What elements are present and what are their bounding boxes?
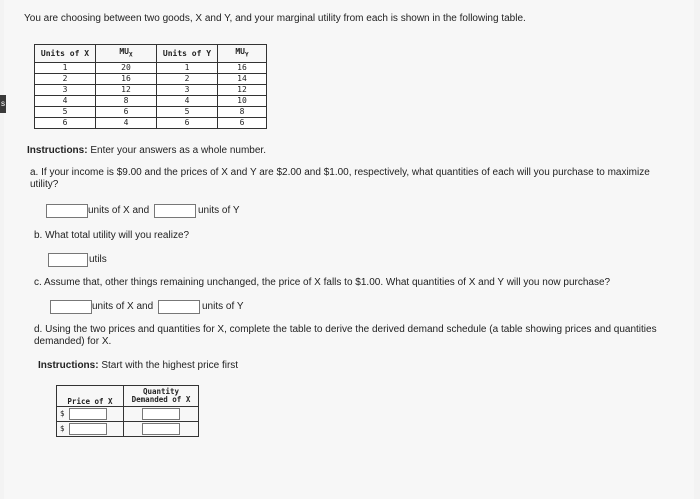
part-c-units-x-label: units of X and <box>92 301 154 312</box>
cell-mu-y: 14 <box>218 74 267 85</box>
part-c-units-y-input[interactable] <box>158 300 200 314</box>
dollar-sign: $ <box>60 409 65 418</box>
cell-mu-x: 8 <box>96 96 157 107</box>
cell-units-x: 4 <box>35 96 96 107</box>
instructions-highest-price: Instructions: Start with the highest price first <box>38 360 239 371</box>
part-a-question: a. If your income is $9.00 and the prices of X and Y are $2.00 and $1.00, respectively, what quantities of each will you purchase to maximize utility? <box>30 167 650 190</box>
cell-units-x: 5 <box>35 107 96 118</box>
question-page <box>4 0 694 499</box>
table-row <box>35 74 267 85</box>
cell-units-y: 4 <box>157 96 218 107</box>
cell-units-y: 1 <box>157 63 218 74</box>
cell-units-y: 3 <box>157 85 218 96</box>
price-input-2[interactable] <box>69 423 107 435</box>
table-row <box>35 63 267 74</box>
side-mark: s <box>0 95 6 113</box>
table-row <box>35 96 267 107</box>
header-mu-x: $MU_X$ <box>96 45 157 63</box>
part-a-units-x-label: units of X and <box>88 205 150 216</box>
cell-mu-x: 12 <box>96 85 157 96</box>
header-price-of-x: Price of X <box>57 386 124 407</box>
quantity-cell <box>124 407 199 422</box>
cell-mu-y: 12 <box>218 85 267 96</box>
cell-units-y: 2 <box>157 74 218 85</box>
cell-mu-y: 6 <box>218 118 267 129</box>
part-c-units-x-input[interactable] <box>50 300 92 314</box>
cell-mu-x: 4 <box>96 118 157 129</box>
marginal-utility-table <box>34 44 267 129</box>
table-row <box>35 118 267 129</box>
part-c-question: c. Assume that, other things remaining unchanged, the price of X falls to $1.00. What quantities of X and Y will you now purchase? <box>34 277 611 288</box>
demand-schedule-table <box>56 385 199 437</box>
cell-units-x: 2 <box>35 74 96 85</box>
cell-units-x: 1 <box>35 63 96 74</box>
dollar-sign: $ <box>60 424 65 433</box>
header-quantity-demanded: Quantity Demanded of X <box>124 386 199 407</box>
part-b-question: b. What total utility will you realize? <box>34 230 190 241</box>
table-row <box>35 107 267 118</box>
cell-mu-y: 8 <box>218 107 267 118</box>
cell-mu-x: 16 <box>96 74 157 85</box>
cell-units-y: 5 <box>157 107 218 118</box>
header-mu-y: $MU_Y$ <box>218 45 267 63</box>
part-d-question: d. Using the two prices and quantities for X, complete the table to derive the derived demand schedule (a table showing prices and quantities demanded) for X. <box>34 324 657 347</box>
part-c-units-y-label: units of Y <box>202 301 244 312</box>
cell-units-x: 6 <box>35 118 96 129</box>
part-b-utils-input[interactable] <box>48 253 88 267</box>
intro-text: You are choosing between two goods, X and Y, and your marginal utility from each is shown in the following table. <box>24 13 526 24</box>
quantity-input-1[interactable] <box>142 408 180 420</box>
cell-mu-y: 16 <box>218 63 267 74</box>
cell-units-x: 3 <box>35 85 96 96</box>
table-row <box>57 407 199 422</box>
header-units-y: Units of Y <box>157 45 218 63</box>
cell-mu-x: 20 <box>96 63 157 74</box>
instructions-whole-number: Instructions: Enter your answers as a whole number. <box>27 145 266 156</box>
cell-mu-y: 10 <box>218 96 267 107</box>
part-a-units-y-label: units of Y <box>198 205 240 216</box>
part-a-units-y-input[interactable] <box>154 204 196 218</box>
part-b-utils-label: utils <box>89 254 107 265</box>
cell-mu-x: 6 <box>96 107 157 118</box>
price-cell <box>57 422 124 437</box>
quantity-cell <box>124 422 199 437</box>
price-cell <box>57 407 124 422</box>
table-row <box>35 85 267 96</box>
part-a-units-x-input[interactable] <box>46 204 88 218</box>
table-row <box>57 422 199 437</box>
price-input-1[interactable] <box>69 408 107 420</box>
header-units-x: Units of X <box>35 45 96 63</box>
quantity-input-2[interactable] <box>142 423 180 435</box>
cell-units-y: 6 <box>157 118 218 129</box>
